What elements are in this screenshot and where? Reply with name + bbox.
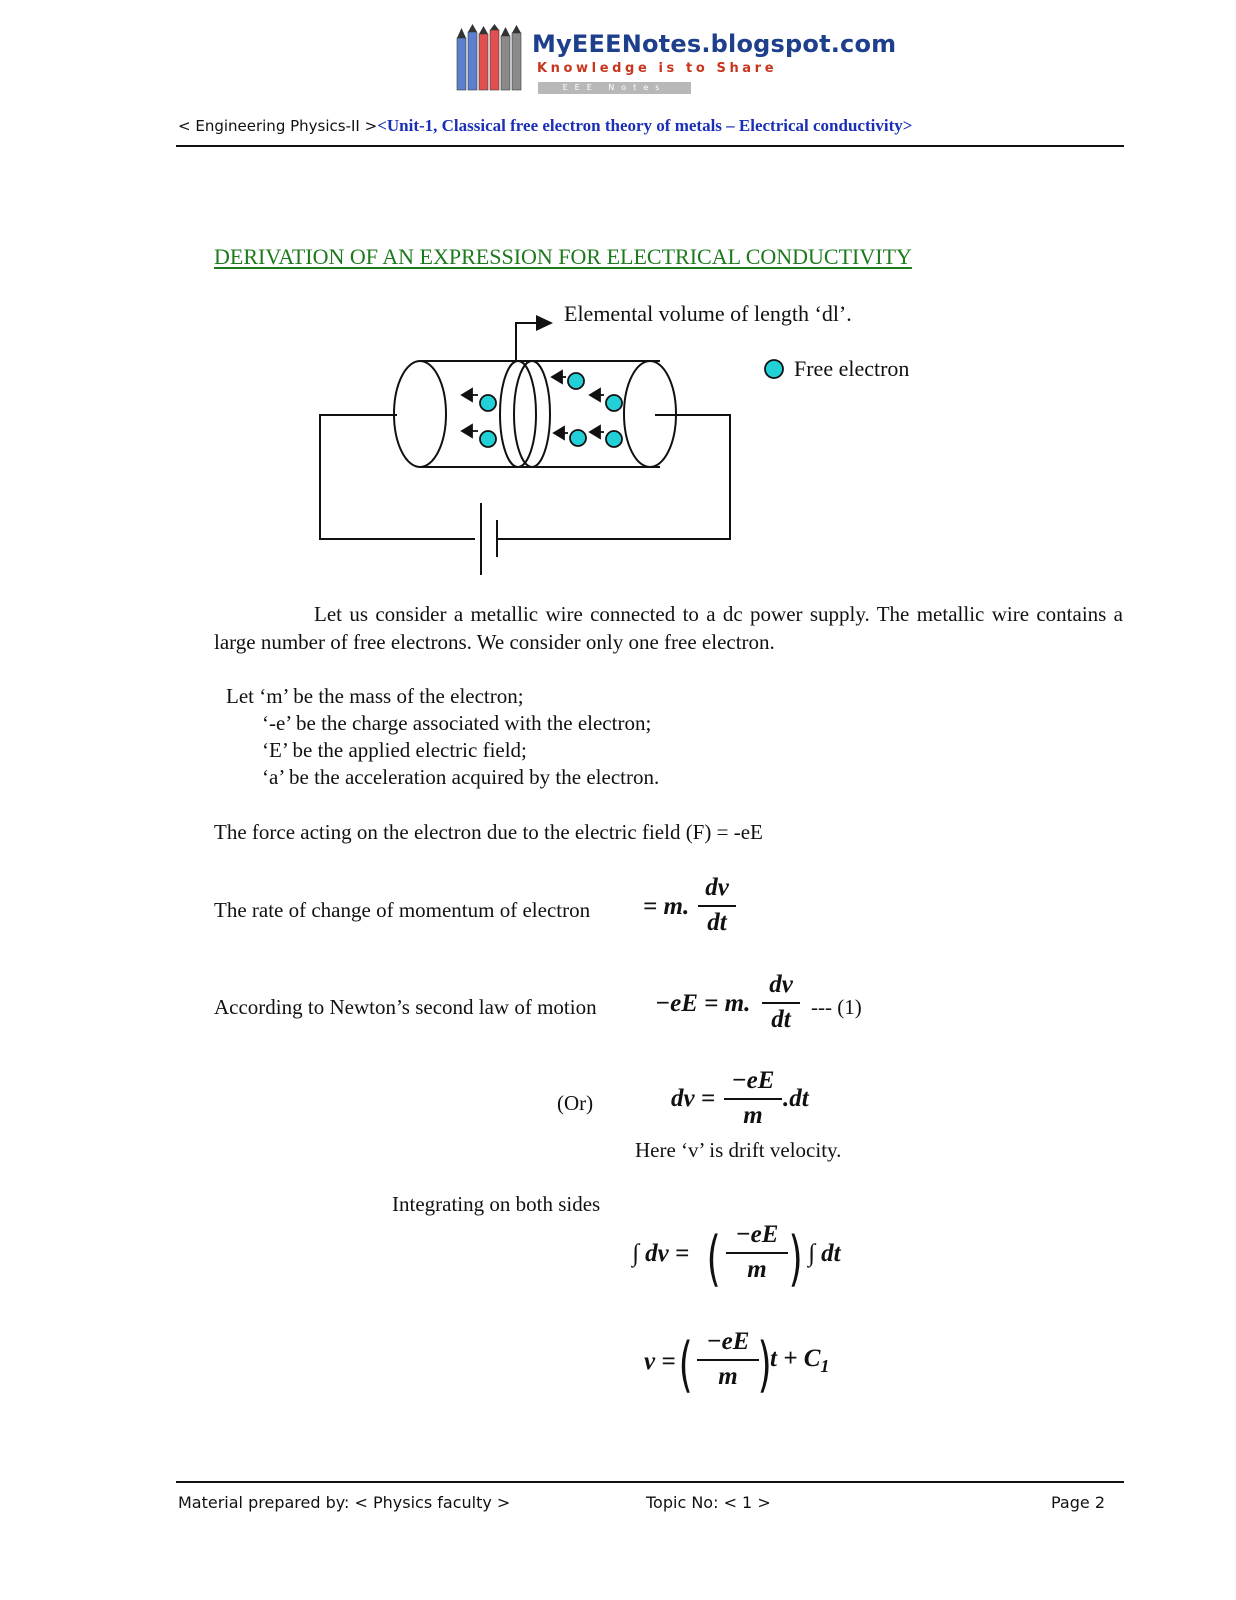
fraction-numerator: −eE xyxy=(731,1067,775,1094)
fraction-denominator: m xyxy=(743,1102,763,1129)
let-line-field: ‘E’ be the applied electric field; xyxy=(262,738,527,762)
site-tagline: Knowledge is to Share xyxy=(537,61,778,76)
drift-velocity-note: Here ‘v’ is drift velocity. xyxy=(635,1138,842,1162)
integral-eq-lhs: ∫ dv = xyxy=(632,1240,690,1267)
free-electron xyxy=(606,431,622,447)
electron-arrow-icon xyxy=(552,371,562,383)
free-electron xyxy=(480,431,496,447)
breadcrumb xyxy=(178,116,912,136)
section-title: DERIVATION OF AN EXPRESSION FOR ELECTRICAL CONDUCTIVITY xyxy=(214,244,912,269)
legend-free-electron-label: Free electron xyxy=(794,356,910,381)
electron-arrow-icon xyxy=(590,389,600,401)
fraction-numerator: dv xyxy=(705,874,729,901)
momentum-eq-lhs: = m. xyxy=(643,893,690,920)
logo-bar-label: EEE Notes xyxy=(538,82,691,94)
fraction-denominator: m xyxy=(747,1256,767,1283)
element-slice-2 xyxy=(514,361,550,467)
element-pointer-arrowhead xyxy=(536,315,553,331)
intro-paragraph: Let us consider a metallic wire connected to a dc power supply. The metallic wire contains a large number of free electrons. We consider only one free electron. xyxy=(214,602,1123,654)
integrating-statement: Integrating on both sides xyxy=(392,1192,601,1216)
header-divider xyxy=(176,145,1124,147)
force-statement: The force acting on the electron due to the electric field (F) = -eE xyxy=(214,820,763,844)
electron-arrow-icon xyxy=(462,425,472,437)
footer-divider xyxy=(176,1481,1124,1483)
let-line-acceleration: ‘a’ be the acceleration acquired by the electron. xyxy=(262,765,660,789)
newton-statement: According to Newton’s second law of motion xyxy=(214,995,597,1019)
momentum-fraction xyxy=(698,874,736,937)
right-paren-icon: ) xyxy=(757,1330,772,1400)
v-eq-rhs-main: t + C xyxy=(770,1345,821,1372)
electron-arrow-icon xyxy=(554,427,564,439)
legend-electron-icon xyxy=(765,360,783,378)
footer-page-number: Page 2 xyxy=(1051,1493,1105,1512)
fraction-numerator: −eE xyxy=(735,1221,779,1248)
v-fraction xyxy=(697,1328,759,1391)
integral-fraction xyxy=(726,1221,788,1284)
fraction-numerator: dv xyxy=(769,971,793,998)
or-label: (Or) xyxy=(557,1091,594,1115)
electron-arrow-icon xyxy=(462,389,472,401)
circuit-wire-left xyxy=(320,415,475,539)
blog-logo-pencils-icon xyxy=(455,24,525,94)
fraction-denominator: dt xyxy=(771,1006,791,1033)
momentum-statement: The rate of change of momentum of electron xyxy=(214,898,591,922)
v-eq-subscript: 1 xyxy=(820,1356,830,1376)
free-electron xyxy=(606,395,622,411)
dv-eq-rhs: .dt xyxy=(783,1085,809,1112)
let-line-charge: ‘-e’ be the charge associated with the electron; xyxy=(262,711,652,735)
free-electron xyxy=(480,395,496,411)
newton-eq-lhs: −eE = m. xyxy=(655,990,751,1017)
fraction-denominator: m xyxy=(718,1363,738,1390)
wire-left-end xyxy=(394,361,446,467)
footer-prepared-by: Material prepared by: < Physics faculty > xyxy=(178,1493,511,1512)
fraction-denominator: dt xyxy=(707,909,727,936)
fraction-numerator: −eE xyxy=(706,1328,750,1355)
free-electron xyxy=(568,373,584,389)
wire-circuit-diagram xyxy=(300,295,960,585)
let-line-mass: Let ‘m’ be the mass of the electron; xyxy=(226,684,524,708)
newton-fraction xyxy=(762,971,800,1034)
v-eq-lhs: v = xyxy=(644,1348,676,1375)
dv-fraction xyxy=(724,1067,782,1130)
left-paren-icon: ( xyxy=(706,1224,721,1294)
breadcrumb-subject: < Engineering Physics-II > xyxy=(178,117,378,135)
footer-topic: Topic No: < 1 > xyxy=(646,1493,771,1512)
element-slice-1 xyxy=(500,361,536,467)
integral-eq-rhs: ∫ dt xyxy=(808,1240,841,1267)
dv-eq-lhs: dv = xyxy=(671,1085,716,1112)
v-eq-rhs xyxy=(770,1345,829,1377)
electron-arrow-icon xyxy=(590,426,600,438)
elemental-volume-label: Elemental volume of length ‘dl’. xyxy=(564,301,852,326)
equation-tag-1: --- (1) xyxy=(811,995,862,1019)
left-paren-icon: ( xyxy=(678,1330,693,1400)
breadcrumb-unit: <Unit-1, Classical free electron theory of metals – Electrical conductivity> xyxy=(377,116,913,135)
right-paren-icon: ) xyxy=(788,1224,803,1294)
site-title[interactable]: MyEEENotes.blogspot.com xyxy=(532,30,897,58)
free-electron xyxy=(570,430,586,446)
